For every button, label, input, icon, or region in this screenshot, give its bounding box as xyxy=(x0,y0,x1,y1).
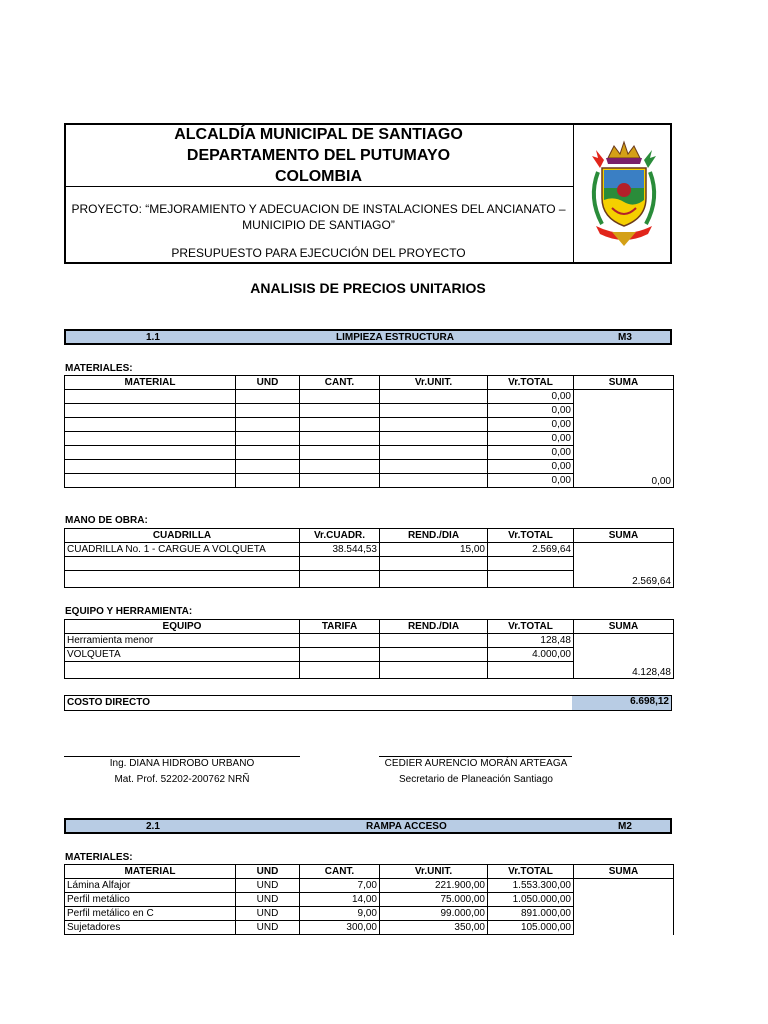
col-header: Vr.CUADR. xyxy=(300,529,380,543)
direct-cost-row xyxy=(64,695,672,711)
equipment-table xyxy=(64,619,674,679)
total-cell: 0,00 xyxy=(488,418,574,432)
signature-right-role: Secretario de Planeación Santiago xyxy=(399,774,553,785)
sum-cell: 2.569,64 xyxy=(574,543,674,588)
signature-line-left xyxy=(64,756,300,757)
crew-total: 2.569,64 xyxy=(488,543,574,557)
equip-total: 4.000,00 xyxy=(488,648,574,662)
signature-left-name: Ing. DIANA HIDROBO URBANO xyxy=(109,758,255,769)
col-header: Vr.UNIT. xyxy=(380,865,488,879)
table-row xyxy=(65,879,674,893)
section-bar-2 xyxy=(64,818,672,834)
col-header: Vr.TOTAL xyxy=(488,529,574,543)
material-total: 1.553.300,00 xyxy=(488,879,574,893)
material-total: 1.050.000,00 xyxy=(488,893,574,907)
material-unit: 75.000,00 xyxy=(380,893,488,907)
materials-table-2 xyxy=(64,864,674,935)
labor-label: MANO DE OBRA: xyxy=(65,515,148,526)
col-header: Vr.TOTAL xyxy=(488,865,574,879)
table-header xyxy=(65,620,674,634)
col-header: REND./DIA xyxy=(380,529,488,543)
direct-cost-label: COSTO DIRECTO xyxy=(67,697,150,708)
col-header: CANT. xyxy=(300,865,380,879)
col-header: SUMA xyxy=(574,529,674,543)
table-header xyxy=(65,865,674,879)
header-line1: ALCALDÍA MUNICIPAL DE SANTIAGO xyxy=(174,126,463,143)
total-cell: 0,00 xyxy=(488,390,574,404)
sum-cell: 4.128,48 xyxy=(574,634,674,679)
direct-cost-value: 6.698,12 xyxy=(572,696,671,710)
total-cell: 0,00 xyxy=(488,446,574,460)
material-total: 105.000,00 xyxy=(488,921,574,935)
col-header: SUMA xyxy=(574,865,674,879)
crew-rend: 15,00 xyxy=(380,543,488,557)
col-header: Vr.UNIT. xyxy=(380,376,488,390)
table-row xyxy=(65,543,674,557)
material-unit: 221.900,00 xyxy=(380,879,488,893)
col-header: Vr.TOTAL xyxy=(488,376,574,390)
col-header: SUMA xyxy=(574,376,674,390)
section-name: RAMPA ACCESO xyxy=(366,821,447,832)
equip-name: Herramienta menor xyxy=(65,634,300,648)
table-row xyxy=(65,390,674,404)
header-line3: COLOMBIA xyxy=(274,168,363,185)
material-name: Perfil metálico xyxy=(65,893,236,907)
section-code: 1.1 xyxy=(146,332,160,343)
material-cant: 7,00 xyxy=(300,879,380,893)
crew-cost: 38.544,53 xyxy=(300,543,380,557)
col-header: CANT. xyxy=(300,376,380,390)
col-header: SUMA xyxy=(574,620,674,634)
section-name: LIMPIEZA ESTRUCTURA xyxy=(336,332,454,343)
material-total: 891.000,00 xyxy=(488,907,574,921)
section-unit: M3 xyxy=(618,332,632,343)
section-code: 2.1 xyxy=(146,821,160,832)
coat-of-arms-icon xyxy=(578,128,670,258)
col-header: UND xyxy=(236,865,300,879)
section-bar-1 xyxy=(64,329,672,345)
table-row xyxy=(65,634,674,648)
material-und: UND xyxy=(236,907,300,921)
signature-left-role: Mat. Prof. 52202-200762 NRÑ xyxy=(114,774,250,785)
material-name: Sujetadores xyxy=(65,921,236,935)
col-header: MATERIAL xyxy=(65,376,236,390)
equip-total: 128,48 xyxy=(488,634,574,648)
col-header: TARIFA xyxy=(300,620,380,634)
materials-label: MATERIALES: xyxy=(65,852,133,863)
total-cell: 0,00 xyxy=(488,432,574,446)
total-cell: 0,00 xyxy=(488,460,574,474)
table-header xyxy=(65,529,674,543)
signature-line-right xyxy=(379,756,572,757)
project-line2: MUNICIPIO DE SANTIAGO” xyxy=(242,218,395,232)
header-line2: DEPARTAMENTO DEL PUTUMAYO xyxy=(186,147,451,164)
material-und: UND xyxy=(236,879,300,893)
budget-title: PRESUPUESTO PARA EJECUCIÓN DEL PROYECTO xyxy=(171,246,466,260)
material-cant: 9,00 xyxy=(300,907,380,921)
section-unit: M2 xyxy=(618,821,632,832)
total-cell: 0,00 xyxy=(488,404,574,418)
materials-table xyxy=(64,375,674,488)
material-unit: 99.000,00 xyxy=(380,907,488,921)
crew-name: CUADRILLA No. 1 - CARGUE A VOLQUETA xyxy=(65,543,300,557)
col-header: REND./DIA xyxy=(380,620,488,634)
total-cell: 0,00 xyxy=(488,474,574,488)
material-name: Lámina Alfajor xyxy=(65,879,236,893)
table-header xyxy=(65,376,674,390)
material-unit: 350,00 xyxy=(380,921,488,935)
material-und: UND xyxy=(236,893,300,907)
col-header: EQUIPO xyxy=(65,620,300,634)
col-header: Vr.TOTAL xyxy=(488,620,574,634)
equipment-label: EQUIPO Y HERRAMIENTA: xyxy=(65,606,193,617)
sum-cell: 0,00 xyxy=(574,390,674,488)
header-title xyxy=(64,123,574,187)
labor-table xyxy=(64,528,674,588)
col-header: CUADRILLA xyxy=(65,529,300,543)
materials-label: MATERIALES: xyxy=(65,363,133,374)
material-name: Perfil metálico en C xyxy=(65,907,236,921)
material-und: UND xyxy=(236,921,300,935)
sum-cell xyxy=(574,879,674,935)
signature-right-name: CEDIER AURENCIO MORÁN ARTEAGA xyxy=(384,758,568,769)
material-cant: 14,00 xyxy=(300,893,380,907)
equip-name: VOLQUETA xyxy=(65,648,300,662)
col-header: UND xyxy=(236,376,300,390)
project-info xyxy=(64,187,574,264)
material-cant: 300,00 xyxy=(300,921,380,935)
page-title: ANALISIS DE PRECIOS UNITARIOS xyxy=(250,280,486,296)
project-line1: PROYECTO: “MEJORAMIENTO Y ADECUACION DE INSTALACIONES DEL ANCIANATO – xyxy=(71,202,566,216)
col-header: MATERIAL xyxy=(65,865,236,879)
